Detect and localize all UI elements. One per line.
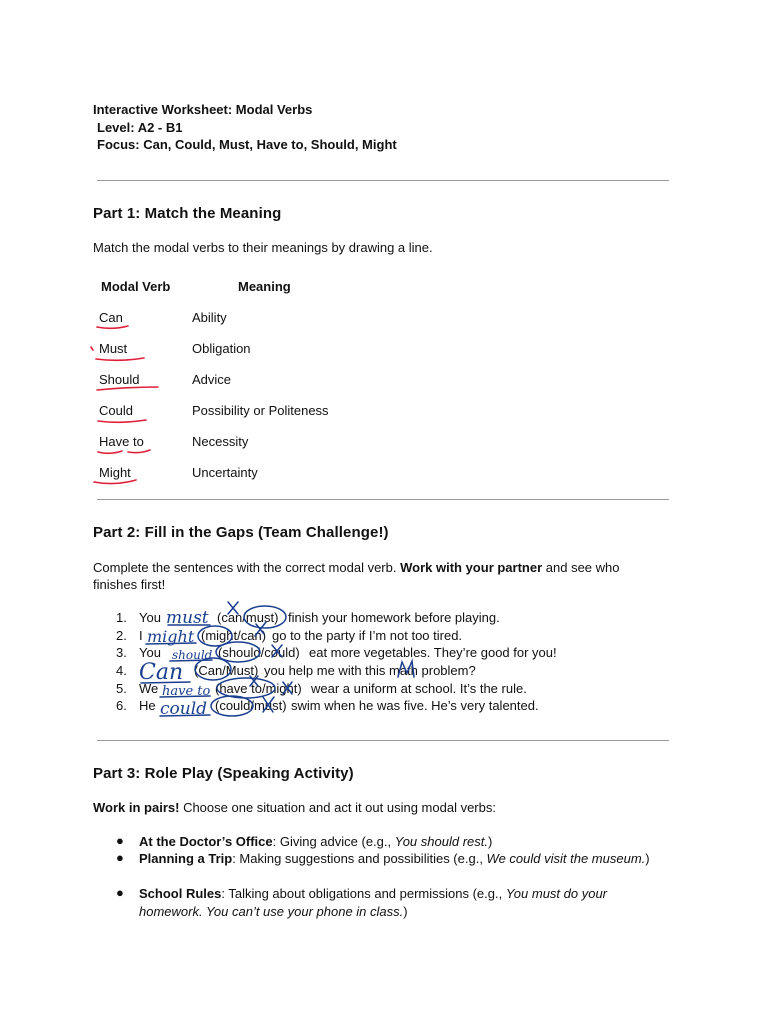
handwritten-must: must: [166, 608, 209, 628]
gap-number: 6.: [116, 698, 127, 713]
gap-number: 3.: [116, 645, 127, 660]
gap-sentence: you help me with this math problem?: [264, 663, 476, 678]
handwritten-should: should: [172, 648, 213, 662]
roleplay-item: At the Doctor’s Office: Giving advice (e.g., You should rest.): [139, 834, 493, 849]
worksheet-focus: Focus: Can, Could, Must, Have to, Should, Might: [97, 137, 397, 152]
gap-prefix: I: [139, 628, 143, 643]
meaning: Advice: [192, 372, 232, 387]
modal-verb: Could: [99, 403, 133, 418]
modal-verb: Can: [99, 310, 123, 325]
gap-prefix: We: [139, 681, 159, 696]
part2-instruction-cont: finishes first!: [93, 577, 166, 592]
part1-instruction: Match the modal verbs to their meanings by drawing a line.: [93, 240, 433, 255]
modal-verb: Might: [99, 465, 131, 480]
gap-sentence: go to the party if I’m not too tired.: [272, 628, 463, 643]
underline-should: [97, 387, 158, 390]
gap-sentence: eat more vegetables. They’re good for you!: [309, 645, 557, 660]
gap-prefix: You: [139, 610, 161, 625]
gap-sentence: swim when he was five. He’s very talented.: [291, 698, 539, 713]
gap-sentence: finish your homework before playing.: [288, 610, 500, 625]
gap-options: (could/must): [215, 698, 287, 713]
gap-number: 4.: [116, 663, 127, 678]
modal-verb: Have to: [99, 434, 144, 449]
gap-number: 5.: [116, 681, 127, 696]
worksheet-level: Level: A2 - B1: [97, 120, 183, 135]
underline-have: [98, 451, 122, 453]
part1-heading: Part 1: Match the Meaning: [93, 205, 282, 222]
part3-heading: Part 3: Role Play (Speaking Activity): [93, 765, 354, 782]
gap-prefix: You: [139, 645, 161, 660]
roleplay-item: Planning a Trip: Making suggestions and possibilities (e.g., We could visit the museum.): [139, 851, 650, 866]
gap-options: (have to/might): [215, 681, 302, 696]
underline-might: [94, 480, 136, 484]
col-header-meaning: Meaning: [238, 279, 291, 294]
roleplay-item: School Rules: Talking about obligations and permissions (e.g., You must do your homework. You can’t use your phone in class.): [139, 886, 608, 919]
handwritten-could: could: [160, 699, 208, 719]
col-header-verb: Modal Verb: [101, 279, 171, 294]
meaning: Ability: [192, 310, 227, 325]
gap-number: 1.: [116, 610, 127, 625]
part2-heading: Part 2: Fill in the Gaps (Team Challenge!): [93, 524, 389, 541]
underline-could: [98, 420, 146, 422]
gap-number: 2.: [116, 628, 127, 643]
underline-must: [96, 358, 144, 360]
divider: [97, 740, 669, 741]
handwritten-might: might: [147, 627, 195, 646]
bullet-icon: ●: [116, 885, 124, 900]
underline-to: [128, 450, 150, 453]
meaning: Necessity: [192, 434, 249, 449]
underline-can: [97, 326, 128, 328]
divider: [97, 180, 669, 181]
meaning: Obligation: [192, 341, 251, 356]
meaning: Uncertainty: [192, 465, 258, 480]
ink-dot: [91, 347, 93, 350]
gap-options: (should/could): [218, 645, 300, 660]
gap-options: (might/can): [201, 628, 267, 643]
divider: [97, 499, 669, 500]
worksheet-title: Interactive Worksheet: Modal Verbs: [93, 102, 313, 117]
handwritten-have-to: have to: [162, 684, 211, 699]
gap-prefix: He: [139, 698, 156, 713]
bullet-icon: ●: [116, 850, 124, 865]
modal-verb: Should: [99, 372, 140, 387]
gap-options: (can/must): [217, 610, 279, 625]
part3-intro: Work in pairs! Choose one situation and act it out using modal verbs:: [93, 800, 496, 815]
modal-verb: Must: [99, 341, 128, 356]
gap-sentence: wear a uniform at school. It’s the rule.: [311, 681, 527, 696]
bullet-icon: ●: [116, 833, 124, 848]
part2-instruction: Complete the sentences with the correct modal verb. Work with your partner and see who: [93, 560, 620, 575]
meaning: Possibility or Politeness: [192, 403, 329, 418]
gap-options: (Can/Must): [194, 663, 259, 678]
handwritten-can: Can: [139, 660, 184, 685]
